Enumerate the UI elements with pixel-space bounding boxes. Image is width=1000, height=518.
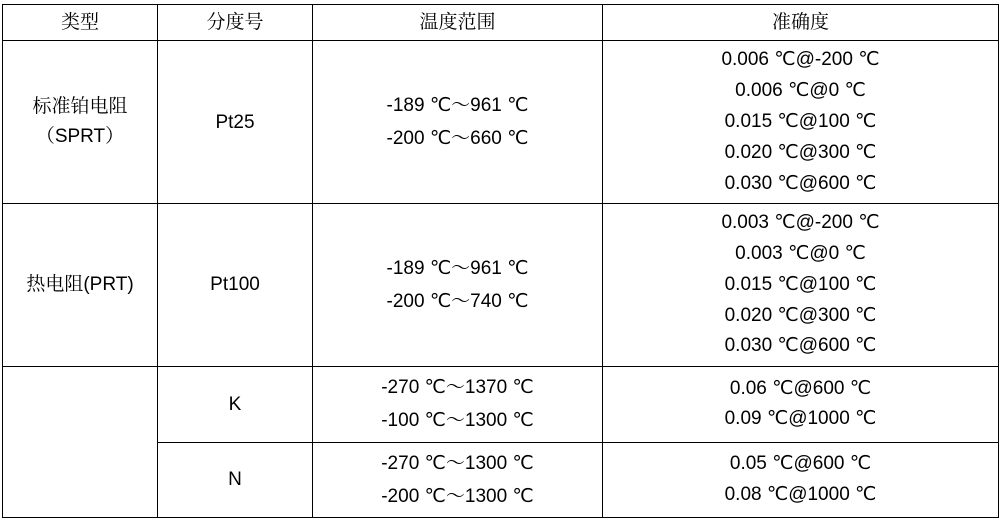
type-line: 热电阻(PRT) xyxy=(26,273,134,295)
accuracy-line: 0.015 ℃@100 ℃ xyxy=(724,110,877,132)
accuracy-line: 0.006 ℃@0 ℃ xyxy=(735,80,866,102)
accuracy-line: 0.06 ℃@600 ℃ xyxy=(729,377,872,399)
cell-grade-pt25 xyxy=(158,41,313,204)
table-row xyxy=(3,204,999,367)
range-line: -189 ℃～961 ℃ xyxy=(386,95,529,117)
cell-accuracy-sprt xyxy=(603,41,999,204)
accuracy-line: 0.020 ℃@300 ℃ xyxy=(724,141,877,163)
type-line xyxy=(9,432,151,452)
accuracy-line: 0.030 ℃@600 ℃ xyxy=(724,335,877,357)
accuracy-line: 0.09 ℃@1000 ℃ xyxy=(724,408,877,430)
cell-grade-pt100 xyxy=(158,204,313,367)
range-line: -270 ℃～1300 ℃ xyxy=(381,452,534,474)
range-line: -100 ℃～1300 ℃ xyxy=(381,410,534,432)
range-line: -200 ℃～1300 ℃ xyxy=(381,485,534,507)
accuracy-line: 0.003 ℃@0 ℃ xyxy=(735,243,866,265)
document-page xyxy=(0,4,1000,516)
cell-type-sprt xyxy=(3,41,158,204)
cell-type-prt xyxy=(3,204,158,367)
accuracy-line: 0.015 ℃@100 ℃ xyxy=(724,273,877,295)
table-row xyxy=(3,41,999,204)
column-header-accuracy: 准确度 xyxy=(603,5,999,41)
range-line: -200 ℃～740 ℃ xyxy=(386,291,529,313)
grade-label: N xyxy=(228,469,242,491)
range-line: -189 ℃～961 ℃ xyxy=(386,257,529,279)
grade-label: K xyxy=(228,393,242,415)
accuracy-line: 0.020 ℃@300 ℃ xyxy=(724,304,877,326)
accuracy-line: 0.030 ℃@600 ℃ xyxy=(724,172,877,194)
grade-label: Pt100 xyxy=(210,274,260,296)
cell-range-k xyxy=(313,367,603,443)
range-line: -270 ℃～1370 ℃ xyxy=(381,377,534,399)
cell-grade-n xyxy=(158,442,313,518)
cell-type-thermocouple xyxy=(3,367,158,518)
type-line: （SPRT） xyxy=(35,126,125,148)
grade-label: Pt25 xyxy=(215,111,255,133)
range-line: -200 ℃～660 ℃ xyxy=(386,128,529,150)
column-header-type: 类型 xyxy=(3,5,158,41)
accuracy-line: 0.006 ℃@-200 ℃ xyxy=(721,49,880,71)
cell-grade-k xyxy=(158,367,313,443)
type-line: 标准铂电阻 xyxy=(32,95,128,117)
cell-accuracy-k xyxy=(603,367,999,443)
table-row xyxy=(3,367,999,443)
accuracy-line: 0.05 ℃@600 ℃ xyxy=(729,453,872,475)
cell-range-n xyxy=(313,442,603,518)
table-header-row xyxy=(3,5,999,41)
column-header-temperature-range: 温度范围 xyxy=(313,5,603,41)
accuracy-line: 0.003 ℃@-200 ℃ xyxy=(721,212,880,234)
accuracy-line: 0.08 ℃@1000 ℃ xyxy=(724,483,877,505)
column-header-grade: 分度号 xyxy=(158,5,313,41)
sensor-specification-table xyxy=(2,4,999,518)
cell-accuracy-n xyxy=(603,442,999,518)
cell-accuracy-prt xyxy=(603,204,999,367)
cell-range-prt xyxy=(313,204,603,367)
cell-range-sprt xyxy=(313,41,603,204)
